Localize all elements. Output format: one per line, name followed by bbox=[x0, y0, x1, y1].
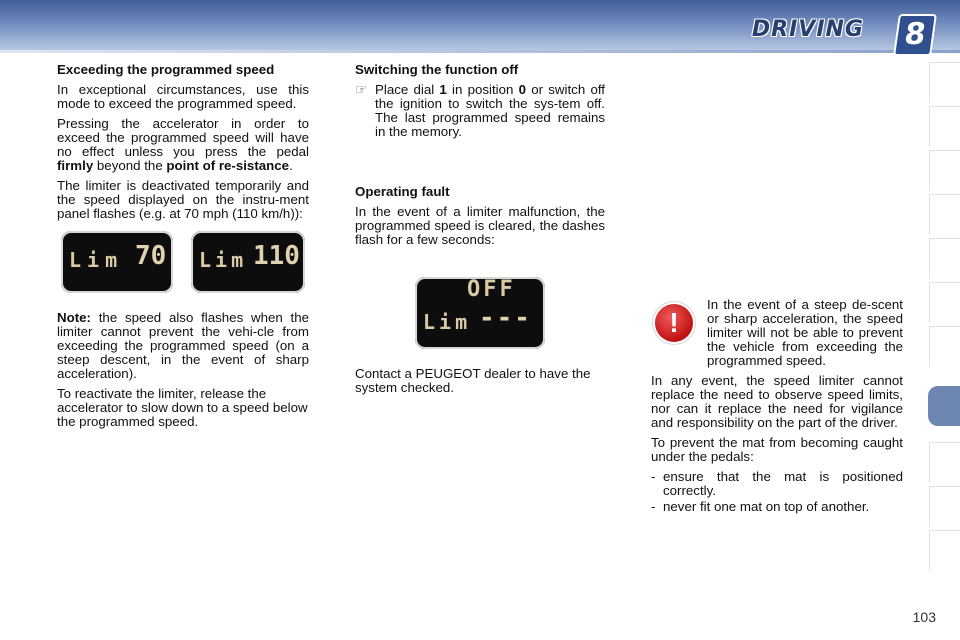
note-paragraph: Note: the speed also flashes when the limiter cannot prevent the vehi-cle from exceeding the programmed speed (on a steep descent, in the event of sharp acceleration). bbox=[57, 310, 309, 381]
page-number: 103 bbox=[912, 609, 936, 625]
column-switching-off bbox=[355, 63, 605, 401]
header-divider bbox=[0, 50, 960, 53]
paragraph: In the event of a limiter malfunction, the programmed speed is cleared, the dashes flash for a few seconds: bbox=[355, 204, 605, 247]
warning-icon: ! bbox=[655, 304, 693, 342]
lcd-display-fault bbox=[415, 277, 545, 349]
chapter-tab[interactable] bbox=[929, 194, 960, 235]
lcd-speed-value: 110 bbox=[253, 241, 300, 271]
paragraph: In any event, the speed limiter cannot replace the need to observe speed limits, nor can it replace the need for vigilance and responsibility on the part of the driver. bbox=[651, 373, 903, 430]
heading-exceeding-speed: Exceeding the programmed speed bbox=[57, 62, 275, 77]
lcd-off-label: OFF bbox=[467, 277, 516, 302]
paragraph: Contact a PEUGEOT dealer to have the system checked. bbox=[355, 366, 591, 395]
pointing-hand-icon: ☞ bbox=[355, 82, 367, 97]
chapter-tab[interactable] bbox=[929, 486, 960, 527]
paragraph: Pressing the accelerator in order to exceed the programmed speed will have no effect unless you press the pedal firmly beyond the point of re-sistance. bbox=[57, 116, 309, 173]
lcd-label: Lim bbox=[199, 248, 248, 272]
section-title: DRIVING bbox=[751, 17, 864, 42]
chapter-tabs bbox=[928, 62, 960, 574]
heading-operating-fault: Operating fault bbox=[355, 184, 450, 199]
paragraph: In exceptional circumstances, use this mode to exceed the programmed speed. bbox=[57, 82, 309, 111]
list-item: - ensure that the mat is positioned correctly. bbox=[651, 469, 903, 498]
chapter-tab[interactable] bbox=[929, 326, 960, 367]
chapter-tab[interactable] bbox=[929, 150, 960, 191]
chapter-tab[interactable] bbox=[929, 238, 960, 279]
paragraph: To reactivate the limiter, release the accelerator to slow down to a speed below the programmed speed. bbox=[57, 386, 308, 429]
lcd-speed-value: 70 bbox=[135, 241, 167, 271]
lcd-label: Lim bbox=[69, 248, 124, 272]
lcd-label: Lim bbox=[423, 310, 472, 334]
paragraph: In the event of a steep de-scent or sharp acceleration, the speed limiter will not be able to prevent the vehicle from exceeding the programmed speed. bbox=[707, 297, 903, 368]
paragraph: To prevent the mat from becoming caught under the pedals: bbox=[651, 435, 903, 464]
chapter-tab-active[interactable] bbox=[928, 386, 960, 426]
lcd-display-70 bbox=[61, 231, 173, 293]
chapter-tab[interactable] bbox=[929, 106, 960, 147]
lcd-dashes: --- bbox=[479, 303, 532, 333]
chapter-tab[interactable] bbox=[929, 62, 960, 103]
column-exceeding-speed bbox=[57, 63, 309, 435]
chapter-tab[interactable] bbox=[929, 530, 960, 571]
lcd-display-110 bbox=[191, 231, 305, 293]
chapter-tab[interactable] bbox=[929, 442, 960, 483]
instruction-item: ☞ Place dial 1 in position 0 or switch off the ignition to switch the sys-tem off. The last programmed speed remains in the memory. bbox=[355, 82, 605, 139]
chapter-badge: 8 bbox=[893, 14, 937, 56]
paragraph: The limiter is deactivated temporarily and the speed displayed on the instru-ment panel flashes (e.g. at 70 mph (110 km/h)): bbox=[57, 178, 309, 221]
chapter-tab[interactable] bbox=[929, 282, 960, 323]
heading-switching-off: Switching the function off bbox=[355, 62, 519, 77]
list-item: - never fit one mat on top of another. bbox=[651, 499, 870, 514]
